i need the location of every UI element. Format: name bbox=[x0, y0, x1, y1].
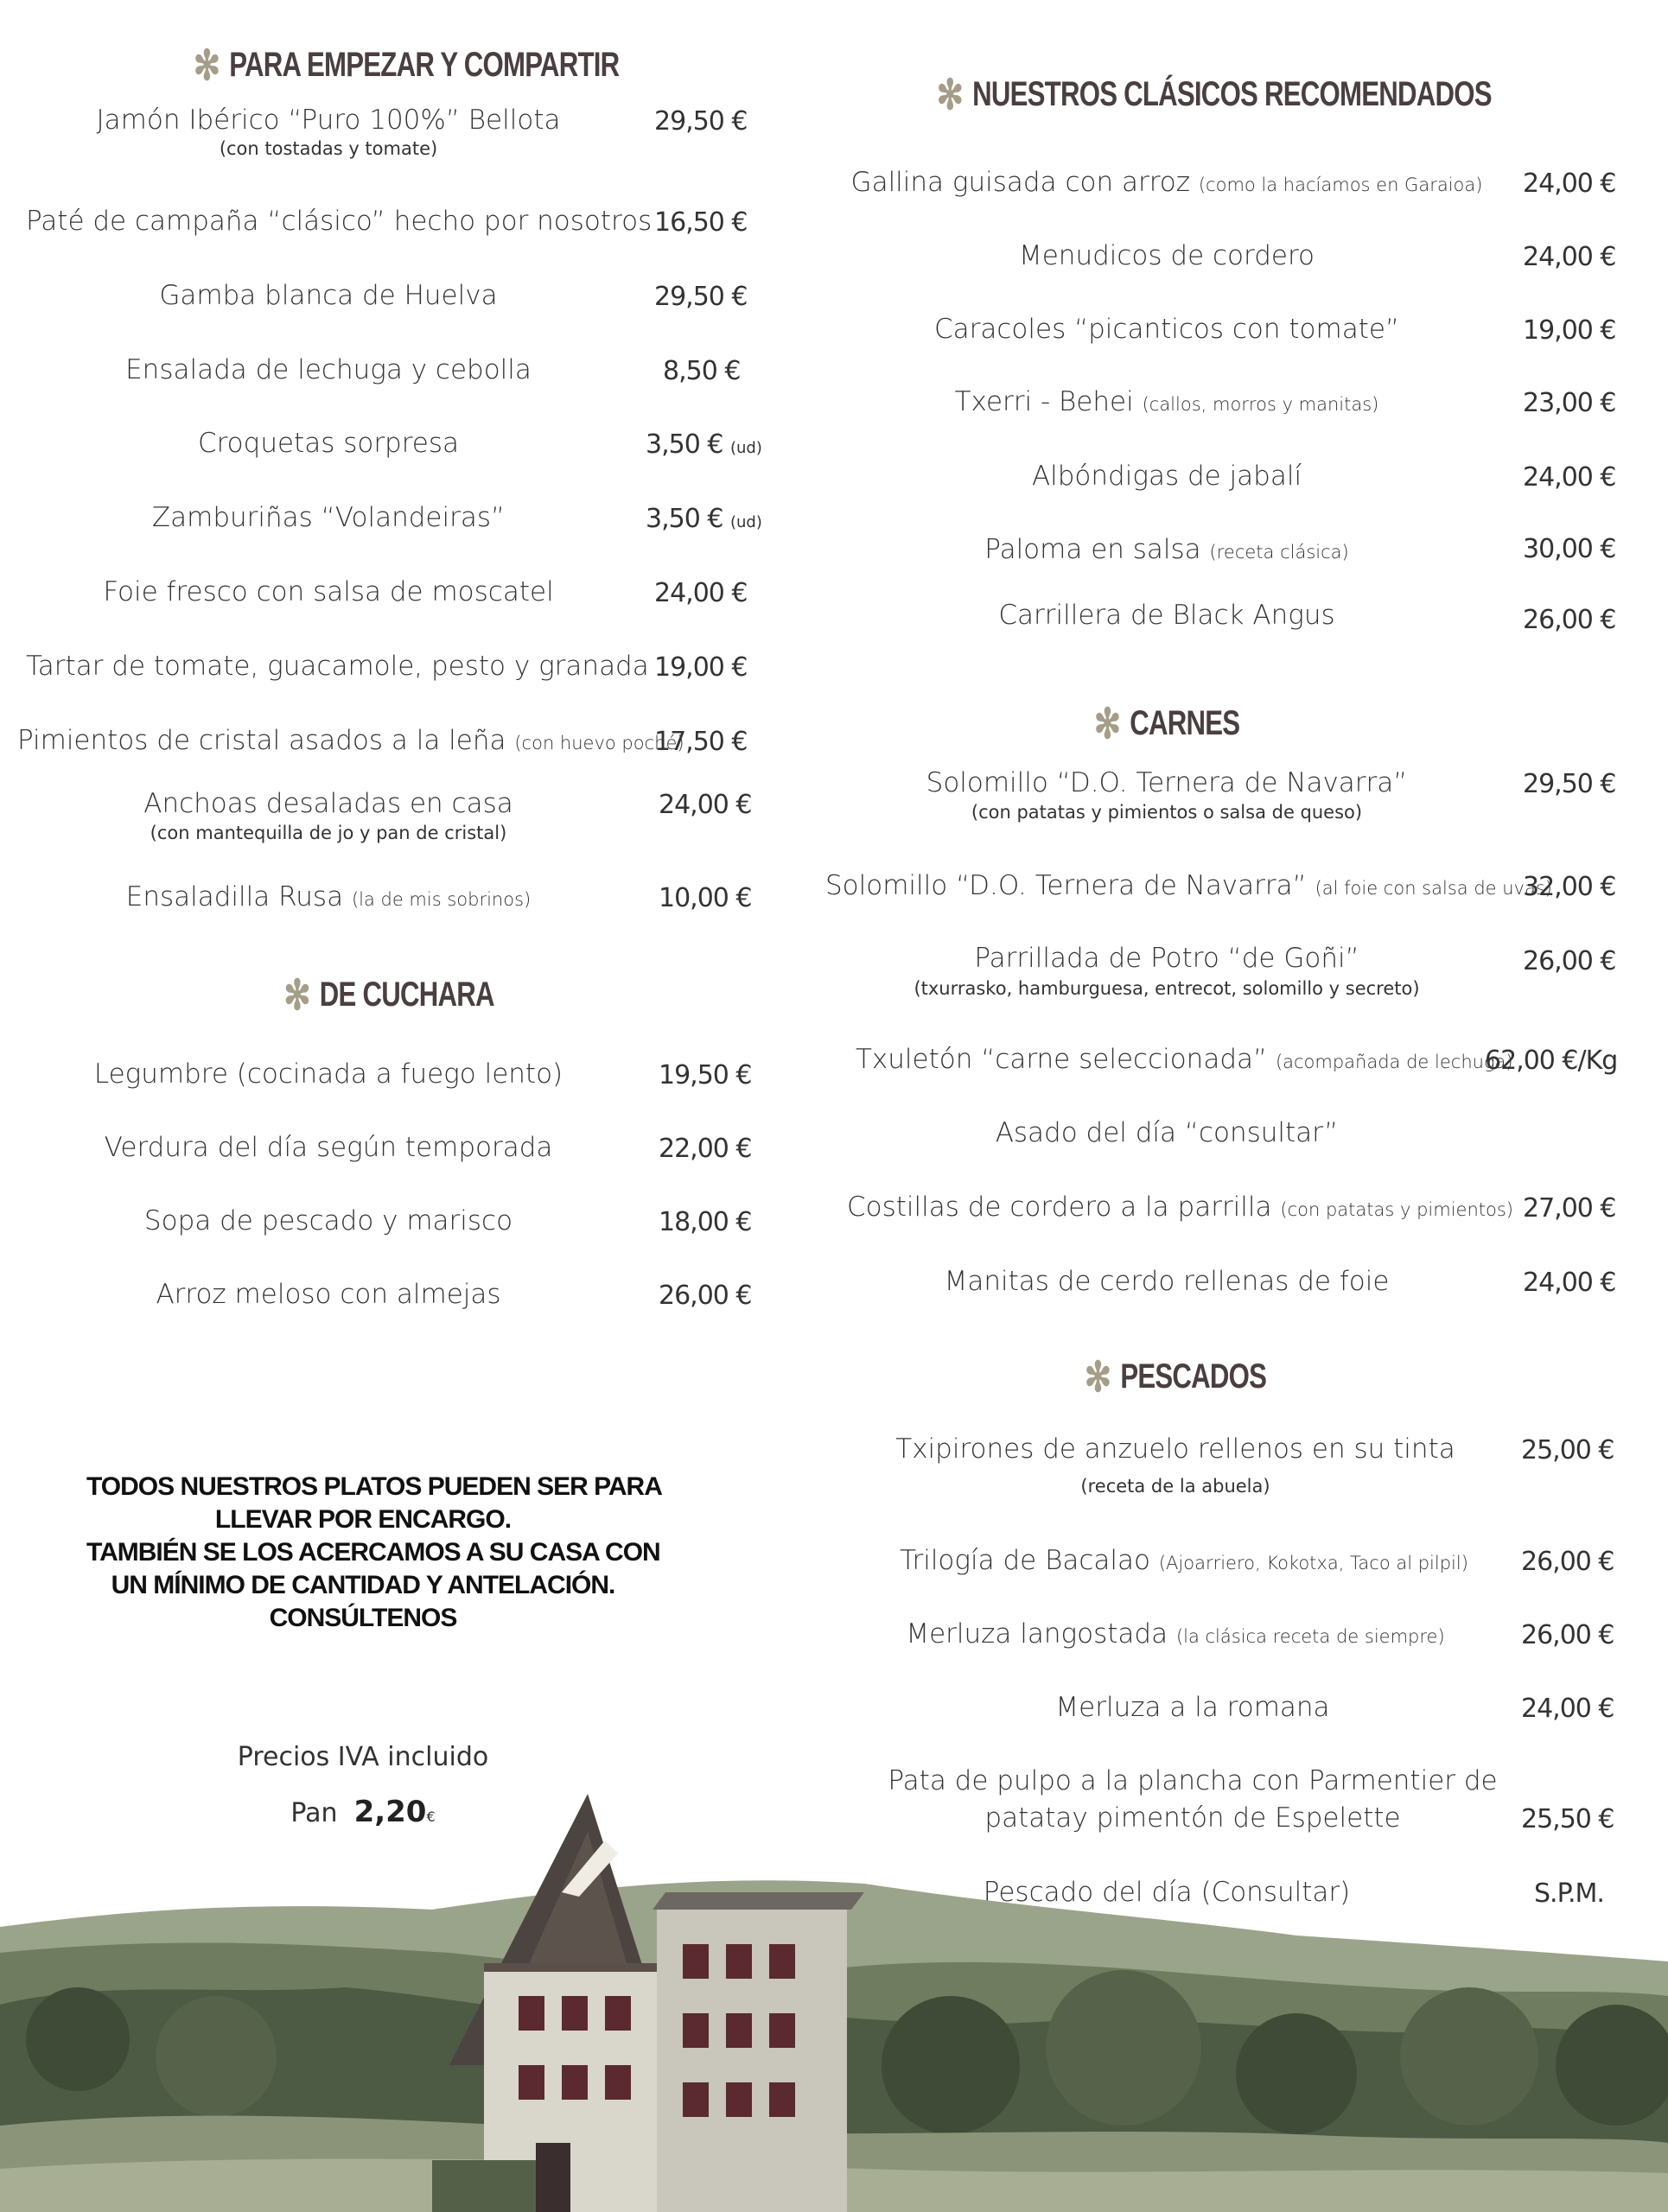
menu-item: Trilogía de Bacalao (Ajoarriero, Kokotxa, Taco al pilpil) bbox=[900, 1545, 1468, 1576]
menu-item: Legumbre (cocinada a fuego lento) bbox=[93, 1058, 563, 1090]
menu-item-price: 29,50 € bbox=[1523, 769, 1616, 799]
menu-item-price: 10,00 € bbox=[659, 883, 752, 913]
menu-item: Menudicos de cordero bbox=[1018, 240, 1315, 271]
menu-item: Tartar de tomate, guacamole, pesto y granada bbox=[26, 651, 649, 682]
menu-item: Gallina guisada con arroz (como la hacíamos en Garaioa) bbox=[850, 167, 1483, 198]
menu-item: Parrillada de Potro “de Goñi” bbox=[974, 943, 1359, 974]
section-title-carnes: ✻ CARNES bbox=[1093, 702, 1240, 747]
menu-item-price: 3,50 € (ud) bbox=[646, 504, 762, 534]
menu-item: Croquetas sorpresa bbox=[197, 428, 460, 459]
menu-item: Txerri - Behei (callos, morros y manitas) bbox=[954, 386, 1379, 417]
asterisk-icon: ✻ bbox=[193, 43, 220, 89]
menu-item-note: (receta de la abuela) bbox=[1080, 1476, 1270, 1497]
menu-item-price: 19,50 € bbox=[659, 1060, 752, 1090]
menu-item: Carrillera de Black Angus bbox=[998, 600, 1335, 631]
menu-item-price: 23,00 € bbox=[1523, 388, 1616, 418]
asterisk-icon: ✻ bbox=[1084, 1355, 1111, 1401]
menu-item: Solomillo “D.O. Ternera de Navarra” bbox=[926, 767, 1408, 798]
menu-item: Asado del día “consultar” bbox=[995, 1117, 1339, 1148]
menu-item: Caracoles “picanticos con tomate” bbox=[933, 314, 1400, 345]
menu-item-price: 19,00 € bbox=[1523, 315, 1616, 346]
menu-item: Jamón Ibérico “Puro 100%” Bellota bbox=[96, 105, 561, 136]
menu-item-price: 26,00 € bbox=[1521, 1620, 1614, 1650]
landscape-illustration bbox=[0, 1780, 1668, 2212]
menu-item-price: 26,00 € bbox=[1521, 1547, 1614, 1577]
menu-item-price: S.P.M. bbox=[1534, 1878, 1604, 1909]
menu-item: Solomillo “D.O. Ternera de Navarra” (al foie con salsa de uvas) bbox=[825, 870, 1552, 901]
asterisk-icon: ✻ bbox=[1093, 702, 1121, 747]
menu-item: Zamburiñas “Volandeiras” bbox=[151, 502, 506, 533]
menu-item: Foie fresco con salsa de moscatel bbox=[103, 576, 554, 607]
vat-note: Precios IVA incluido bbox=[237, 1742, 489, 1772]
menu-item-price: 24,00 € bbox=[1521, 1694, 1614, 1724]
menu-item-note: (txurrasko, hamburguesa, entrecot, solomillo y secreto) bbox=[914, 978, 1420, 999]
menu-item: Pimientos de cristal asados a la leña (con huevo poché) bbox=[17, 725, 684, 756]
menu-item-price: 22,00 € bbox=[659, 1134, 752, 1164]
menu-item-price: 24,00 € bbox=[659, 790, 752, 820]
menu-item-price: 62,00 €/Kg bbox=[1485, 1046, 1618, 1076]
takeaway-notice: TODOS NUESTROS PLATOS PUEDEN SER PARA LLEVAR POR ENCARGO. TAMBIÉN SE LOS ACERCAMOS A SU CASA CON UN MÍNIMO DE CANTIDAD Y ANTELACIÓN. CONSÚLTENOS bbox=[86, 1472, 662, 1632]
menu-item: Albóndigas de jabalí bbox=[1031, 461, 1302, 492]
menu-item-price: 24,00 € bbox=[1523, 168, 1616, 199]
menu-item-price: 18,00 € bbox=[659, 1207, 752, 1237]
menu-item: Merluza langostada (la clásica receta de siempre) bbox=[906, 1618, 1445, 1649]
section-title-clasicos: ✻ NUESTROS CLÁSICOS RECOMENDADOS bbox=[936, 73, 1492, 118]
menu-item-price: 25,50 € bbox=[1521, 1804, 1614, 1834]
menu-item: Costillas de cordero a la parrilla (con patatas y pimientos) bbox=[847, 1192, 1513, 1223]
menu-item-price: 26,00 € bbox=[1523, 946, 1616, 976]
menu-item: Pescado del día (Consultar) bbox=[983, 1877, 1351, 1908]
asterisk-icon: ✻ bbox=[283, 973, 310, 1019]
menu-item-price: 25,00 € bbox=[1521, 1435, 1614, 1465]
menu-item-price: 16,50 € bbox=[654, 207, 748, 238]
menu-item-price: 24,00 € bbox=[1523, 462, 1616, 493]
menu-item: Gamba blanca de Huelva bbox=[159, 280, 498, 311]
menu-item: Paloma en salsa (receta clásica) bbox=[984, 534, 1349, 565]
menu-item-note: (con patatas y pimientos o salsa de queso) bbox=[971, 802, 1363, 823]
menu-item: Txuletón “carne seleccionada” (acompañada de lechuga) bbox=[856, 1044, 1513, 1075]
menu-item-price: 29,50 € bbox=[654, 282, 748, 312]
menu-item-note: (con mantequilla de jo y pan de cristal) bbox=[150, 823, 507, 843]
menu-item-price: 26,00 € bbox=[1523, 605, 1616, 635]
menu-item-price: 17,50 € bbox=[654, 727, 748, 757]
section-title-pescados: ✻ PESCADOS bbox=[1084, 1355, 1267, 1401]
menu-item-price: 24,00 € bbox=[1523, 1268, 1616, 1298]
menu-item-price: 8,50 € bbox=[663, 356, 741, 386]
menu-item-price: 26,00 € bbox=[659, 1281, 752, 1311]
menu-item: Verdura del día según temporada bbox=[104, 1132, 553, 1163]
section-title-para-empezar: ✻ PARA EMPEZAR Y COMPARTIR bbox=[193, 43, 620, 89]
menu-item: Ensaladilla Rusa (la de mis sobrinos) bbox=[125, 881, 532, 912]
menu-item-price: 24,00 € bbox=[654, 578, 748, 608]
bread-price: Pan 2,20€ bbox=[290, 1795, 436, 1829]
menu-item: Arroz meloso con almejas bbox=[156, 1279, 501, 1310]
section-title-de-cuchara: ✻ DE CUCHARA bbox=[283, 973, 494, 1019]
menu-item: Ensalada de lechuga y cebolla bbox=[125, 354, 532, 385]
menu-item-note: (con tostadas y tomate) bbox=[219, 138, 438, 159]
menu-item: Paté de campaña “clásico” hecho por nosotros bbox=[26, 206, 653, 237]
menu-item-price: 29,50 € bbox=[654, 106, 748, 137]
menu-item-price: 30,00 € bbox=[1523, 534, 1616, 564]
menu-item: Anchoas desaladas en casa bbox=[143, 788, 513, 819]
menu-item: Pata de pulpo a la plancha con Parmentier de bbox=[888, 1765, 1498, 1796]
menu-item: Txipirones de anzuelo rellenos en su tinta bbox=[895, 1433, 1455, 1465]
menu-item: Sopa de pescado y marisco bbox=[143, 1205, 513, 1236]
menu-item-price: 19,00 € bbox=[654, 652, 748, 683]
menu-item-price: 27,00 € bbox=[1523, 1193, 1616, 1224]
menu-item: Manitas de cerdo rellenas de foie bbox=[944, 1266, 1390, 1297]
menu-item: Merluza a la romana bbox=[1055, 1692, 1330, 1723]
menu-item-price: 3,50 € (ud) bbox=[646, 429, 762, 460]
asterisk-icon: ✻ bbox=[936, 73, 964, 118]
menu-item-continued: patatay pimentón de Espelette bbox=[984, 1802, 1401, 1834]
menu-item-price: 24,00 € bbox=[1523, 242, 1616, 272]
menu-item-price: 32,00 € bbox=[1523, 872, 1616, 902]
